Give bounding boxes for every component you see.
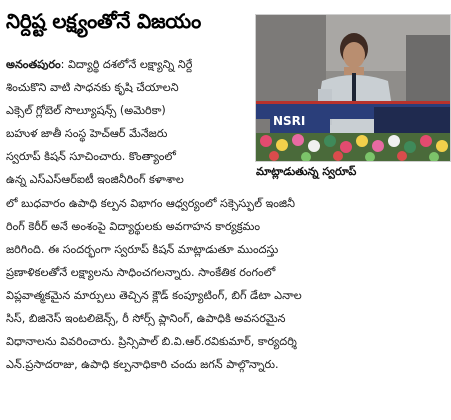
article-line: బహుళ జాతీ సంస్థ హెచ్ఆర్ మేనేజరు [6, 127, 168, 140]
article-line: ఎన్.ప్రసాదరాజు, ఉపాధి కల్పనాధికారి చందు జగన్ పాల్గొన్నారు. [6, 358, 279, 371]
photo-caption: మాట్లాడుతున్న స్వరూప్ [256, 165, 357, 178]
article-line: సిస్, బిజినెస్ ఇంటలిజెన్స్, రీ సోర్స్ ప్లానింగ్, ఉపాధికి అవసరమైన [6, 312, 286, 325]
speaker-photo-image [256, 15, 451, 162]
article-line: స్వరూప్ కిషన్ సూచించారు. కొంత్యాంలో [6, 150, 176, 163]
speaker-photo [255, 14, 451, 162]
article-line: రింగ్ కెరీర్ అనే అంశంపై విద్యార్థులకు అవగాహన కార్యక్రమం [6, 220, 261, 233]
banner-text: NSRI [273, 114, 306, 128]
article-line: ప్రణాళికలతోనే లక్ష్యాలను సాధించగలన్నారు. సాంకేతిక రంగంలో [6, 266, 276, 279]
article-line: ఉన్న ఎస్ఎస్ఆర్ఐటీ ఇంజినీరింగ్ కళాశాల [6, 173, 184, 186]
dateline: అనంతపురం [6, 58, 61, 71]
article-line: ఎక్సెల్ గ్లోబెల్ సొల్యూషన్స్ (అమెరికా) [6, 104, 166, 117]
article-line: విప్లవాత్మకమైన మార్పులు తెచ్చిన క్లౌడ్ కంప్యూటింగ్, బిగ్ డేటా ఎనాల [6, 289, 302, 302]
article-line: జరిగింది. ఈ సందర్భంగా స్వరూప్ కిషన్ మాట్లాడుతూ ముందస్తు [6, 243, 279, 256]
article-line: లో బుధవారం ఉపాధి కల్పన విభాగం ఆధ్వర్యంలో సక్సెస్ఫుల్ ఇంజినీ [6, 197, 295, 210]
article-line-1 [6, 56, 256, 74]
article-line: శించుకొని వాటి సాధనకు కృషి చేయాలని [6, 81, 179, 94]
article-line: విధానాలను వివరించారు. ప్రిన్సిపాల్ బి.వి.ఆర్.రవికుమార్, కార్యదర్శి [6, 335, 297, 348]
article-headline: నిర్దిష్ట లక్ష్యంతోనే విజయం [6, 9, 202, 33]
first-line-text: : విద్యార్థి దశలోనే లక్ష్యాన్ని నిర్దే [60, 58, 193, 71]
